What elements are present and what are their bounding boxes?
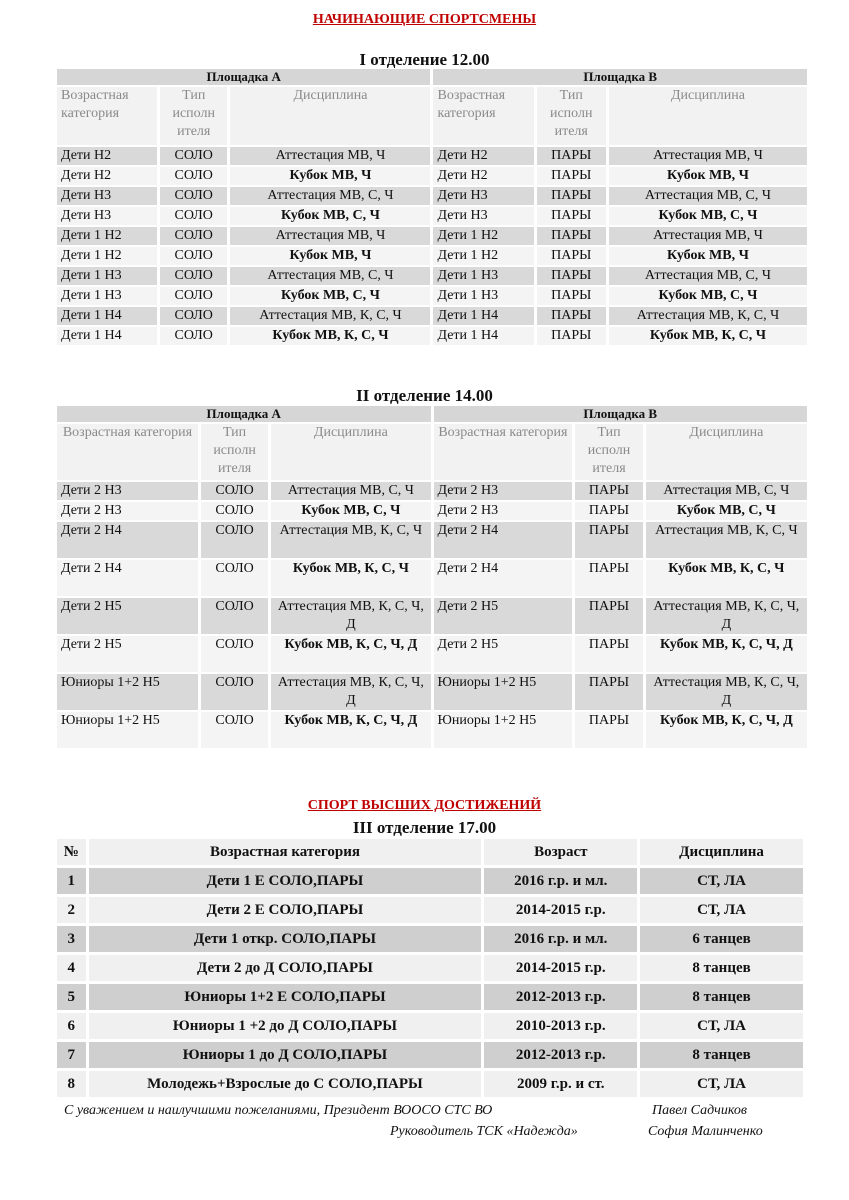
discipline-cell: Кубок МВ, Ч <box>230 167 430 185</box>
schedule-row <box>57 560 807 596</box>
age-cell: 2012-2013 г.р. <box>484 984 637 1010</box>
discipline-cell: Аттестация МВ, С, Ч <box>609 267 807 285</box>
type-cell: СОЛО <box>201 522 268 558</box>
col-discipline-header: Дисциплина <box>271 424 430 480</box>
discipline-cell: Кубок МВ, С, Ч <box>230 287 430 305</box>
schedule-row <box>57 187 807 205</box>
discipline-cell: 6 танцев <box>640 926 803 952</box>
discipline-cell: 8 танцев <box>640 955 803 981</box>
schedule-row <box>57 287 807 305</box>
type-cell: ПАРЫ <box>537 307 606 325</box>
number-cell: 4 <box>57 955 86 981</box>
discipline-cell: Кубок МВ, С, Ч <box>609 207 807 225</box>
age-cell: 2014-2015 г.р. <box>484 955 637 981</box>
age-cell: Дети Н3 <box>57 187 157 205</box>
age-cell: 2016 г.р. и мл. <box>484 868 637 894</box>
section-2-rows <box>57 482 807 748</box>
discipline-cell: Аттестация МВ, К, С, Ч, Д <box>271 674 430 710</box>
age-cell: Дети 2 Н4 <box>434 522 573 558</box>
type-cell: СОЛО <box>160 307 227 325</box>
age-cell: Дети 1 Н4 <box>433 307 533 325</box>
age-cell: Дети 2 Н3 <box>434 502 573 520</box>
category-cell: Дети 2 Е СОЛО,ПАРЫ <box>89 897 482 923</box>
schedule-row <box>57 955 803 981</box>
age-cell: Дети Н2 <box>57 167 157 185</box>
type-cell: СОЛО <box>160 227 227 245</box>
age-cell: Дети 1 Н3 <box>433 267 533 285</box>
type-cell: СОЛО <box>160 167 227 185</box>
age-cell: 2009 г.р. и ст. <box>484 1071 637 1097</box>
age-cell: Дети 2 Н4 <box>57 522 198 558</box>
type-cell: ПАРЫ <box>537 287 606 305</box>
signature-name-2: София Малинченко <box>648 1124 763 1139</box>
section-1-table <box>54 67 810 347</box>
age-cell: 2012-2013 г.р. <box>484 1042 637 1068</box>
type-cell: ПАРЫ <box>537 327 606 345</box>
age-cell: Дети 1 Н2 <box>433 227 533 245</box>
schedule-row <box>57 897 803 923</box>
schedule-row <box>57 502 807 520</box>
platform-b-label: Площадка В <box>433 69 807 85</box>
schedule-row <box>57 1013 803 1039</box>
type-cell: СОЛО <box>160 187 227 205</box>
category-cell: Юниоры 1+2 Е СОЛО,ПАРЫ <box>89 984 482 1010</box>
schedule-row <box>57 868 803 894</box>
section-1-rows <box>57 147 807 345</box>
number-cell: 6 <box>57 1013 86 1039</box>
age-cell: Дети 1 Н2 <box>433 247 533 265</box>
schedule-row <box>57 636 807 672</box>
type-cell: ПАРЫ <box>537 227 606 245</box>
high-achievement-title: СПОРТ ВЫСШИХ ДОСТИЖЕНИЙ <box>307 798 542 813</box>
discipline-cell: Аттестация МВ, Ч <box>609 147 807 165</box>
age-cell: Дети 2 Н4 <box>434 560 573 596</box>
section-2-title: II отделение 14.00 <box>356 386 493 405</box>
schedule-row <box>57 482 807 500</box>
col-discipline-header: Дисциплина <box>230 87 430 145</box>
discipline-cell: Аттестация МВ, К, С, Ч, Д <box>271 598 430 634</box>
discipline-cell: Аттестация МВ, С, Ч <box>230 267 430 285</box>
type-cell: СОЛО <box>201 636 268 672</box>
section-3-table <box>54 836 806 1100</box>
type-cell: ПАРЫ <box>537 167 606 185</box>
col-age-header: Возрастная категория <box>433 87 533 145</box>
age-cell: Юниоры 1+2 Н5 <box>434 712 573 748</box>
type-cell: СОЛО <box>201 502 268 520</box>
discipline-cell: Кубок МВ, К, С, Ч <box>230 327 430 345</box>
col-age-header: Возрастная категория <box>57 424 198 480</box>
discipline-cell: Кубок МВ, К, С, Ч, Д <box>271 712 430 748</box>
discipline-cell: СТ, ЛА <box>640 1013 803 1039</box>
category-cell: Молодежь+Взрослые до С СОЛО,ПАРЫ <box>89 1071 482 1097</box>
type-cell: ПАРЫ <box>537 267 606 285</box>
schedule-row <box>57 712 807 748</box>
col-discipline-header: Дисциплина <box>646 424 807 480</box>
category-cell: Дети 2 до Д СОЛО,ПАРЫ <box>89 955 482 981</box>
age-cell: Дети 1 Н4 <box>57 307 157 325</box>
discipline-cell: Кубок МВ, С, Ч <box>271 502 430 520</box>
age-cell: Дети 1 Н3 <box>57 267 157 285</box>
number-cell: 5 <box>57 984 86 1010</box>
schedule-row <box>57 1042 803 1068</box>
discipline-cell: Аттестация МВ, К, С, Ч <box>609 307 807 325</box>
col-discipline-header: Дисциплина <box>640 839 803 865</box>
discipline-cell: Аттестация МВ, К, С, Ч, Д <box>646 674 807 710</box>
category-cell: Дети 1 откр. СОЛО,ПАРЫ <box>89 926 482 952</box>
age-cell: Юниоры 1+2 Н5 <box>434 674 573 710</box>
discipline-cell: Кубок МВ, С, Ч <box>646 502 807 520</box>
age-cell: 2010-2013 г.р. <box>484 1013 637 1039</box>
age-cell: Юниоры 1+2 Н5 <box>57 712 198 748</box>
schedule-row <box>57 598 807 634</box>
schedule-row <box>57 307 807 325</box>
discipline-cell: Аттестация МВ, С, Ч <box>646 482 807 500</box>
type-cell: СОЛО <box>201 712 268 748</box>
type-cell: ПАРЫ <box>575 560 642 596</box>
col-age-header: Возрастная категория <box>57 87 157 145</box>
type-cell: СОЛО <box>201 482 268 500</box>
type-cell: ПАРЫ <box>575 482 642 500</box>
age-cell: Дети Н3 <box>433 207 533 225</box>
section-1-title: I отделение 12.00 <box>359 50 490 69</box>
age-cell: Дети 2 Н3 <box>57 482 198 500</box>
age-cell: Дети 1 Н4 <box>433 327 533 345</box>
number-cell: 2 <box>57 897 86 923</box>
type-cell: СОЛО <box>201 598 268 634</box>
schedule-row <box>57 207 807 225</box>
discipline-cell: Аттестация МВ, С, Ч <box>230 187 430 205</box>
schedule-row <box>57 522 807 558</box>
discipline-cell: Аттестация МВ, К, С, Ч <box>230 307 430 325</box>
discipline-cell: Аттестация МВ, К, С, Ч, Д <box>646 598 807 634</box>
discipline-cell: Аттестация МВ, К, С, Ч <box>646 522 807 558</box>
age-cell: 2016 г.р. и мл. <box>484 926 637 952</box>
type-cell: СОЛО <box>160 147 227 165</box>
age-cell: Юниоры 1+2 Н5 <box>57 674 198 710</box>
signature-line-1: С уважением и наилучшими пожеланиями, Президент ВООСО СТС ВО <box>64 1103 493 1118</box>
type-cell: ПАРЫ <box>537 187 606 205</box>
type-cell: ПАРЫ <box>537 247 606 265</box>
type-cell: СОЛО <box>160 247 227 265</box>
age-cell: Дети Н2 <box>433 147 533 165</box>
type-cell: ПАРЫ <box>575 636 642 672</box>
schedule-row <box>57 247 807 265</box>
col-age-header: Возраст <box>484 839 637 865</box>
discipline-cell: Кубок МВ, Ч <box>609 167 807 185</box>
platform-a-label: Площадка А <box>57 69 430 85</box>
number-cell: 8 <box>57 1071 86 1097</box>
section-3-rows <box>57 868 803 1097</box>
age-cell: Дети Н3 <box>433 187 533 205</box>
discipline-cell: Кубок МВ, К, С, Ч <box>609 327 807 345</box>
age-cell: Дети 1 Н2 <box>57 247 157 265</box>
age-cell: Дети 2 Н4 <box>57 560 198 596</box>
type-cell: ПАРЫ <box>575 522 642 558</box>
col-age-header: Возрастная категория <box>434 424 573 480</box>
type-cell: СОЛО <box>201 560 268 596</box>
age-cell: Дети 2 Н3 <box>57 502 198 520</box>
discipline-cell: Кубок МВ, К, С, Ч <box>646 560 807 596</box>
age-cell: Дети Н2 <box>433 167 533 185</box>
age-cell: Дети Н3 <box>57 207 157 225</box>
section-3-title: III отделение 17.00 <box>352 818 497 837</box>
discipline-cell: Аттестация МВ, С, Ч <box>609 187 807 205</box>
age-cell: 2014-2015 г.р. <box>484 897 637 923</box>
category-cell: Юниоры 1 до Д СОЛО,ПАРЫ <box>89 1042 482 1068</box>
schedule-row <box>57 926 803 952</box>
discipline-cell: Кубок МВ, К, С, Ч, Д <box>646 712 807 748</box>
type-cell: ПАРЫ <box>575 502 642 520</box>
number-cell: 7 <box>57 1042 86 1068</box>
discipline-cell: СТ, ЛА <box>640 897 803 923</box>
age-cell: Дети 2 Н5 <box>57 598 198 634</box>
age-cell: Дети 1 Н2 <box>57 227 157 245</box>
number-cell: 3 <box>57 926 86 952</box>
age-cell: Дети 2 Н5 <box>57 636 198 672</box>
number-cell: 1 <box>57 868 86 894</box>
type-cell: СОЛО <box>160 267 227 285</box>
schedule-row <box>57 147 807 165</box>
discipline-cell: Кубок МВ, К, С, Ч <box>271 560 430 596</box>
age-cell: Дети 2 Н5 <box>434 636 573 672</box>
section-2-table <box>54 404 810 750</box>
col-number-header: № <box>57 839 86 865</box>
schedule-row <box>57 167 807 185</box>
discipline-cell: 8 танцев <box>640 1042 803 1068</box>
discipline-cell: Аттестация МВ, С, Ч <box>271 482 430 500</box>
schedule-row <box>57 327 807 345</box>
type-cell: СОЛО <box>160 287 227 305</box>
col-type-header: Тип исполн ителя <box>537 87 606 145</box>
type-cell: СОЛО <box>201 674 268 710</box>
col-type-header: Тип исполн ителя <box>160 87 227 145</box>
type-cell: ПАРЫ <box>575 598 642 634</box>
type-cell: ПАРЫ <box>575 712 642 748</box>
schedule-row <box>57 227 807 245</box>
type-cell: СОЛО <box>160 207 227 225</box>
type-cell: ПАРЫ <box>537 147 606 165</box>
signature-line-2: Руководитель ТСК «Надежда» <box>390 1124 578 1139</box>
age-cell: Дети 1 Н4 <box>57 327 157 345</box>
col-category-header: Возрастная категория <box>89 839 482 865</box>
age-cell: Дети Н2 <box>57 147 157 165</box>
age-cell: Дети 1 Н3 <box>57 287 157 305</box>
platform-b-label: Площадка В <box>434 406 808 422</box>
schedule-row <box>57 1071 803 1097</box>
signature-name-1: Павел Садчиков <box>652 1103 747 1118</box>
schedule-row <box>57 267 807 285</box>
schedule-row <box>57 674 807 710</box>
discipline-cell: Кубок МВ, С, Ч <box>230 207 430 225</box>
discipline-cell: Аттестация МВ, Ч <box>609 227 807 245</box>
category-cell: Юниоры 1 +2 до Д СОЛО,ПАРЫ <box>89 1013 482 1039</box>
discipline-cell: Аттестация МВ, Ч <box>230 147 430 165</box>
beginners-title: НАЧИНАЮЩИЕ СПОРТСМЕНЫ <box>312 12 537 27</box>
col-type-header: Тип исполн ителя <box>575 424 642 480</box>
discipline-cell: Кубок МВ, Ч <box>230 247 430 265</box>
type-cell: СОЛО <box>160 327 227 345</box>
col-type-header: Тип исполн ителя <box>201 424 268 480</box>
discipline-cell: Кубок МВ, К, С, Ч, Д <box>271 636 430 672</box>
platform-a-label: Площадка А <box>57 406 431 422</box>
discipline-cell: Кубок МВ, С, Ч <box>609 287 807 305</box>
discipline-cell: Аттестация МВ, К, С, Ч <box>271 522 430 558</box>
discipline-cell: СТ, ЛА <box>640 868 803 894</box>
type-cell: ПАРЫ <box>575 674 642 710</box>
discipline-cell: Кубок МВ, Ч <box>609 247 807 265</box>
col-discipline-header: Дисциплина <box>609 87 807 145</box>
age-cell: Дети 2 Н3 <box>434 482 573 500</box>
age-cell: Дети 2 Н5 <box>434 598 573 634</box>
discipline-cell: 8 танцев <box>640 984 803 1010</box>
discipline-cell: Аттестация МВ, Ч <box>230 227 430 245</box>
schedule-row <box>57 984 803 1010</box>
type-cell: ПАРЫ <box>537 207 606 225</box>
age-cell: Дети 1 Н3 <box>433 287 533 305</box>
discipline-cell: СТ, ЛА <box>640 1071 803 1097</box>
discipline-cell: Кубок МВ, К, С, Ч, Д <box>646 636 807 672</box>
category-cell: Дети 1 Е СОЛО,ПАРЫ <box>89 868 482 894</box>
